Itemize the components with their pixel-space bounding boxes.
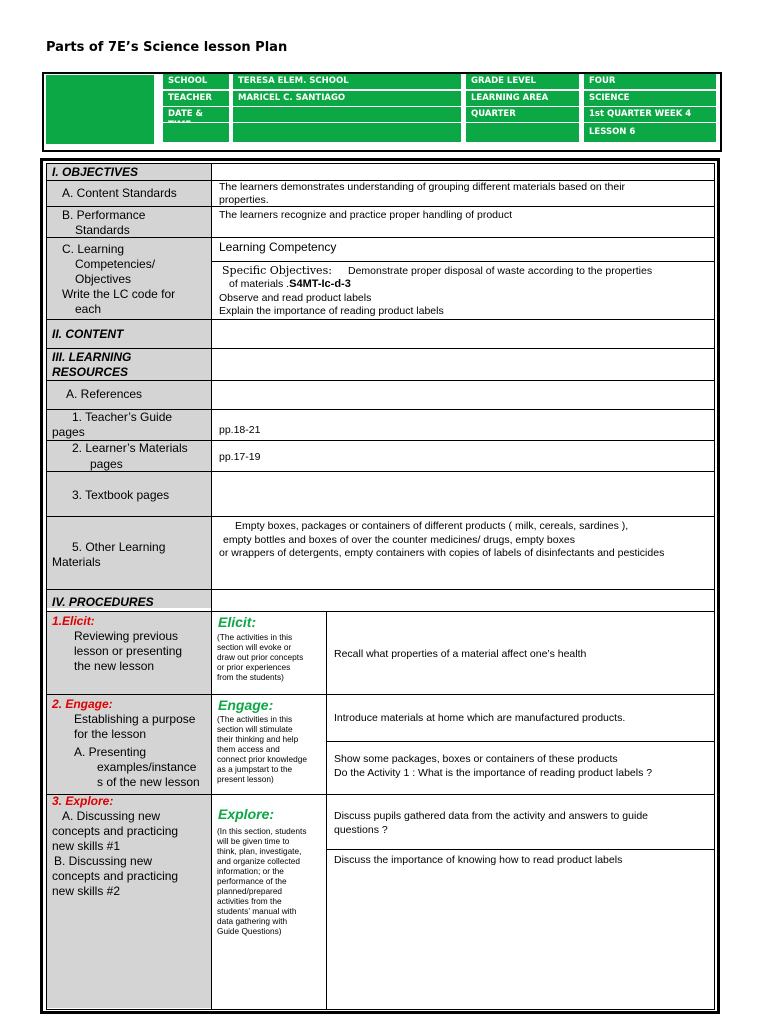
elicit-note: section will evoke or bbox=[217, 642, 292, 652]
engage-note: them access and bbox=[217, 744, 280, 754]
explore-a: A. Discussing new bbox=[62, 809, 161, 823]
objectives-title: I. OBJECTIVES bbox=[52, 165, 139, 179]
blank-cell bbox=[233, 123, 461, 142]
performance-standards-label: Standards bbox=[75, 223, 130, 237]
specific-objectives-text bbox=[229, 278, 351, 291]
procedures-title: IV. PROCEDURES bbox=[52, 595, 154, 609]
competencies-label: Write the LC code for bbox=[62, 287, 176, 301]
explore-note: information; or the bbox=[217, 866, 284, 876]
row-divider bbox=[46, 237, 715, 238]
column-divider bbox=[46, 163, 47, 1010]
row-divider bbox=[46, 348, 715, 349]
engage-heading: Engage: bbox=[218, 697, 274, 713]
row-divider bbox=[326, 741, 715, 742]
elicit-step: 1.Elicit: bbox=[52, 614, 95, 628]
explore-a: concepts and practicing bbox=[52, 824, 179, 838]
content-standards-label: A. Content Standards bbox=[62, 186, 177, 200]
row-divider bbox=[46, 794, 715, 795]
row-divider bbox=[46, 471, 715, 472]
explore-b: B. Discussing new bbox=[54, 854, 153, 868]
column-divider bbox=[326, 612, 327, 1010]
performance-standards-text: The learners recognize and practice proper handling of product bbox=[219, 209, 513, 221]
textbook-label: 3. Textbook pages bbox=[72, 488, 170, 502]
header-logo-cell bbox=[46, 75, 154, 144]
specific-objectives-text: Demonstrate proper disposal of waste according to the properties bbox=[348, 265, 653, 277]
specific-objectives-heading: Specific Objectives: bbox=[222, 264, 332, 277]
teachers-guide-value: pp.18-21 bbox=[219, 424, 261, 436]
explore-note: data gathering with bbox=[217, 916, 288, 926]
explore-note: (In this section, students bbox=[217, 826, 307, 836]
lesson-value: LESSON 6 bbox=[584, 123, 716, 142]
competencies-label: Objectives bbox=[75, 272, 132, 286]
engage-activity: Introduce materials at home which are manufactured products. bbox=[334, 712, 626, 724]
row-divider bbox=[46, 380, 715, 381]
learners-materials-value: pp.17-19 bbox=[219, 451, 261, 463]
references-label: A. References bbox=[66, 387, 143, 401]
engage-note: section will stimulate bbox=[217, 724, 293, 734]
row-divider bbox=[46, 611, 715, 612]
teacher-label: TEACHER bbox=[163, 91, 229, 106]
explore-note: activities from the bbox=[217, 896, 282, 906]
elicit-activity: Recall what properties of a material affect one’s health bbox=[334, 648, 587, 660]
other-materials-text: empty bottles and boxes of over the counter medicines/ drugs, empty boxes bbox=[223, 534, 575, 546]
explore-activity: Discuss pupils gathered data from the activity and answers to guide bbox=[334, 810, 649, 822]
other-materials-label: 5. Other Learning bbox=[72, 540, 166, 554]
content-standards-text: The learners demonstrates understanding of grouping different materials based on their bbox=[219, 181, 626, 193]
elicit-desc: Reviewing previous bbox=[74, 629, 179, 643]
performance-standards-label: B. Performance bbox=[62, 208, 146, 222]
explore-note: and organize collected bbox=[217, 856, 301, 866]
row-divider bbox=[46, 1009, 715, 1010]
engage-desc: Establishing a purpose bbox=[74, 712, 196, 726]
specific-objectives-text: Explain the importance of reading product labels bbox=[219, 305, 444, 317]
specific-objectives-text: Observe and read product labels bbox=[219, 292, 372, 304]
engage-activity: Do the Activity 1 : What is the importance of reading product labels ? bbox=[334, 767, 653, 779]
elicit-heading: Elicit: bbox=[218, 614, 257, 630]
explore-b: new skills #2 bbox=[52, 884, 121, 898]
content-title: II. CONTENT bbox=[52, 327, 124, 341]
engage-sub: s of the new lesson bbox=[97, 775, 200, 789]
resources-title: RESOURCES bbox=[52, 365, 129, 379]
content-standards-text: properties. bbox=[219, 194, 269, 206]
teachers-guide-label: pages bbox=[52, 425, 85, 439]
explore-heading: Explore: bbox=[218, 806, 275, 822]
competencies-label: C. Learning bbox=[62, 242, 125, 256]
explore-note: will be given time to bbox=[217, 836, 290, 846]
blank-cell bbox=[466, 123, 579, 142]
grade-value: FOUR bbox=[584, 74, 716, 89]
engage-activity: Show some packages, boxes or containers of these products bbox=[334, 753, 618, 765]
elicit-desc: lesson or presenting bbox=[74, 644, 183, 658]
elicit-note: or prior experiences bbox=[217, 662, 291, 672]
resources-title: III. LEARNING bbox=[52, 350, 132, 364]
row-divider bbox=[46, 694, 715, 695]
column-divider bbox=[714, 163, 715, 1010]
teacher-value: MARICEL C. SANTIAGO bbox=[233, 91, 461, 106]
row-divider bbox=[46, 319, 715, 320]
engage-note: as a jumpstart to the bbox=[217, 764, 293, 774]
date-value bbox=[233, 107, 461, 122]
engage-note: their thinking and help bbox=[217, 734, 299, 744]
elicit-note: draw out prior concepts bbox=[217, 652, 304, 662]
other-materials-text: Empty boxes, packages or containers of different products ( milk, cereals, sardines ), bbox=[235, 520, 629, 532]
engage-note: present lesson) bbox=[217, 774, 274, 784]
specific-objectives-text-part: of materials . bbox=[229, 278, 290, 290]
row-divider bbox=[211, 261, 715, 262]
explore-activity: Discuss the importance of knowing how to read product labels bbox=[334, 854, 623, 866]
engage-desc: for the lesson bbox=[74, 727, 147, 741]
elicit-desc: the new lesson bbox=[74, 659, 155, 673]
row-divider bbox=[46, 516, 715, 517]
learners-materials-label: pages bbox=[90, 457, 123, 471]
grade-label: GRADE LEVEL bbox=[466, 74, 579, 89]
date-label: DATE & bbox=[163, 107, 229, 122]
elicit-note: from the students) bbox=[217, 672, 284, 682]
engage-note: (The activities in this bbox=[217, 714, 293, 724]
engage-note: connect prior knowledge bbox=[217, 754, 307, 764]
explore-note: planned/prepared bbox=[217, 886, 283, 896]
other-materials-text: or wrappers of detergents, empty containers with copies of labels of disinfectants and pesticides bbox=[219, 547, 665, 559]
row-divider bbox=[46, 589, 715, 590]
engage-sub: A. Presenting bbox=[74, 745, 147, 759]
explore-a: new skills #1 bbox=[52, 839, 121, 853]
teachers-guide-label: 1. Teacher’s Guide bbox=[72, 410, 173, 424]
learners-materials-label: 2. Learner’s Materials bbox=[72, 441, 188, 455]
explore-step: 3. Explore: bbox=[52, 794, 114, 808]
explore-note: think, plan, investigate, bbox=[217, 846, 302, 856]
quarter-value: 1st QUARTER WEEK 4 bbox=[584, 107, 716, 122]
area-value: SCIENCE bbox=[584, 91, 716, 106]
lc-heading: Learning Competency bbox=[219, 240, 337, 254]
explore-note: students’ manual with bbox=[217, 906, 297, 916]
competencies-label: Competencies/ bbox=[75, 257, 156, 271]
explore-note: Guide Questions) bbox=[217, 926, 282, 936]
other-materials-label: Materials bbox=[52, 555, 101, 569]
school-label: SCHOOL bbox=[163, 74, 229, 89]
row-divider bbox=[326, 849, 715, 850]
lc-code: S4MT-Ic-d-3 bbox=[289, 278, 351, 290]
blank-cell bbox=[163, 123, 229, 142]
school-value: TERESA ELEM. SCHOOL bbox=[233, 74, 461, 89]
area-label: LEARNING AREA bbox=[466, 91, 579, 106]
competencies-label: each bbox=[75, 302, 102, 316]
explore-b: concepts and practicing bbox=[52, 869, 179, 883]
engage-sub: examples/instance bbox=[97, 760, 197, 774]
explore-activity: questions ? bbox=[334, 824, 388, 836]
elicit-note: (The activities in this bbox=[217, 632, 293, 642]
quarter-label: QUARTER bbox=[466, 107, 579, 122]
engage-step: 2. Engage: bbox=[52, 697, 113, 711]
row-divider bbox=[46, 163, 715, 164]
row-divider bbox=[46, 206, 715, 207]
column-divider bbox=[211, 163, 212, 1010]
page-title: Parts of 7E’s Science lesson Plan bbox=[46, 40, 288, 55]
explore-note: performance of the bbox=[217, 876, 287, 886]
